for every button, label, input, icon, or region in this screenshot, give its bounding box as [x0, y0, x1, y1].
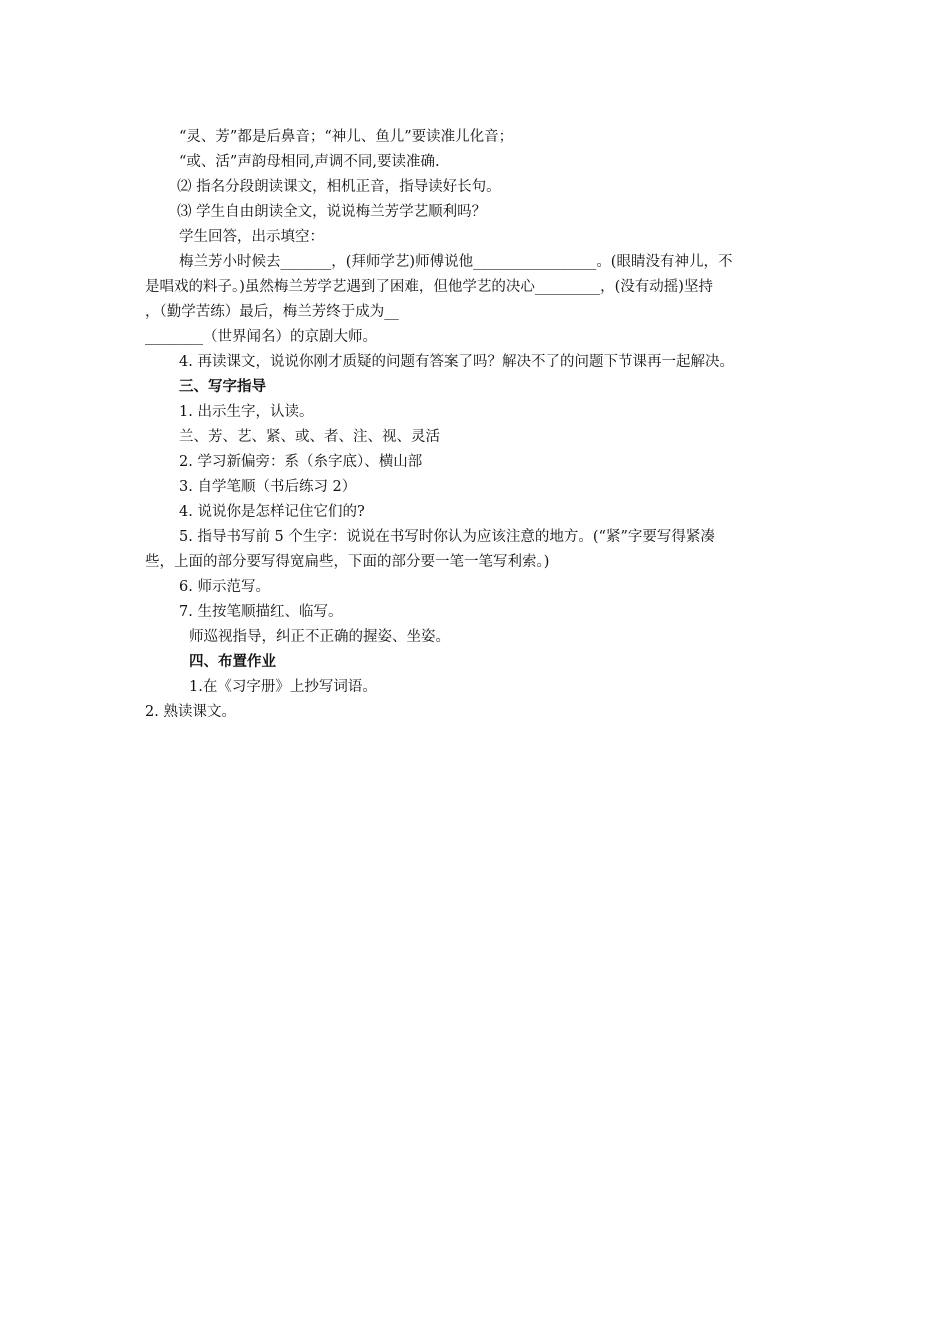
text-line: 1. 出示生字，认读。 — [179, 404, 314, 420]
text-line: 是唱戏的料子。)虽然梅兰芳学艺遇到了困难，但他学艺的决心_________，(没有动摇)坚持 — [145, 279, 713, 295]
text-line: 些，上面的部分要写得宽扁些，下面的部分要一笔一笔写利索。) — [145, 554, 550, 570]
text-line: 1.在《习字册》上抄写词语。 — [189, 679, 377, 695]
text-line: “或、活”声韵母相同,声调不同,要读准确. — [179, 154, 440, 170]
text-line: 3. 自学笔顺（书后练习 2） — [179, 479, 357, 495]
text-line: 梅兰芳小时候去_______，(拜师学艺)师傅说他_________________。(眼睛没有神儿，不 — [179, 254, 733, 270]
text-line: 学生回答，出示填空： — [179, 229, 324, 245]
text-line: 师巡视指导，纠正不正确的握姿、坐姿。 — [189, 629, 450, 645]
text-line: 4. 说说你是怎样记住它们的? — [179, 504, 365, 520]
text-line: 2. 熟读课文。 — [145, 704, 236, 720]
text-line: 6. 师示范写。 — [179, 579, 270, 595]
text-line: 2. 学习新偏旁：系（糸字底）、横山部 — [179, 454, 423, 470]
section-heading: 四、布置作业 — [189, 654, 276, 670]
text-line: 兰、芳、艺、紧、或、者、注、视、灵活 — [179, 429, 440, 445]
text-line: ⑵ 指名分段朗读课文，相机正音，指导读好长句。 — [177, 179, 501, 195]
text-line: “灵、芳”都是后鼻音；“神儿、鱼儿”要读准儿化音； — [179, 129, 514, 145]
text-line: ，（勤学苦练）最后，梅兰芳终于成为__ — [145, 304, 399, 320]
text-line: 5. 指导书写前 5 个生字：说说在书写时你认为应该注意的地方。(“紧”字要写得紧凑 — [179, 529, 715, 545]
text-line: 7. 生按笔顺描红、临写。 — [179, 604, 343, 620]
text-line: ⑶ 学生自由朗读全文，说说梅兰芳学艺顺利吗？ — [177, 204, 487, 220]
text-line: 4. 再读课文，说说你刚才质疑的问题有答案了吗？解决不了的问题下节课再一起解决。 — [179, 354, 734, 370]
text-line: ________（世界闻名）的京剧大师。 — [145, 329, 377, 345]
section-heading: 三、写字指导 — [179, 379, 266, 395]
